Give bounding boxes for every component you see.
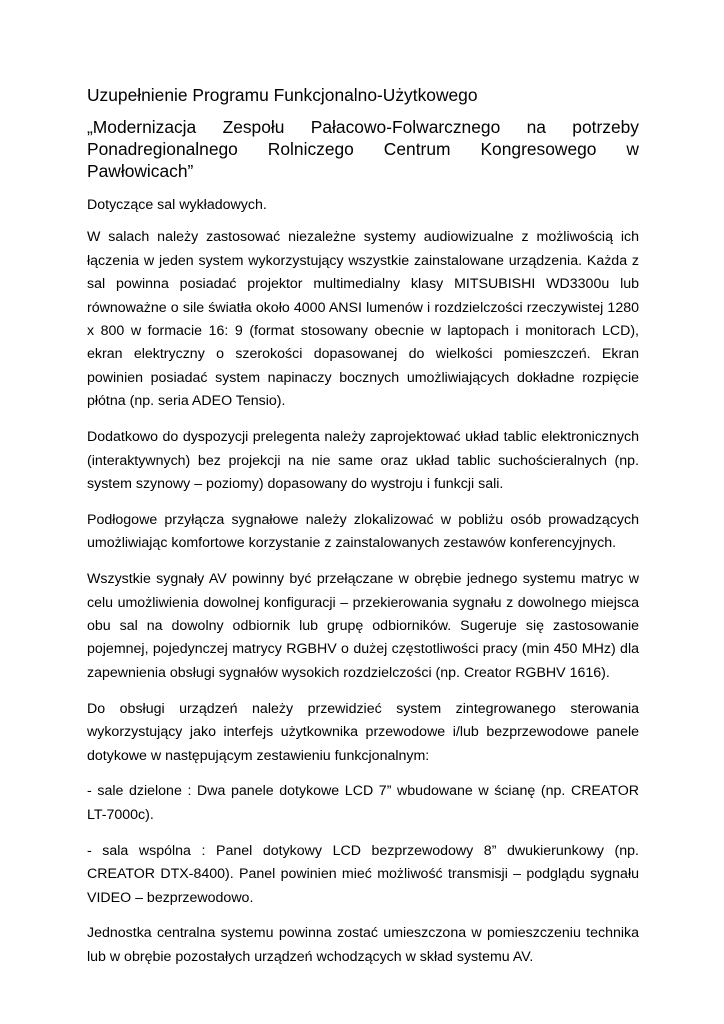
paragraph-control-system: Do obsługi urządzeń należy przewidzieć system zintegrowanego sterowania wykorzystujący jako interfejs użytkownika przewodowe i/lub bezprzewodowe panele dotykowe w następującym zestawieniu funkcjonalnym: [87,700,639,764]
paragraph-av-systems: W salach należy zastosować niezależne systemy audiowizualne z możliwością ich łączenia w jeden system wykorzystujący wszystkie zainstalowane urządzenia. Każda z sal powinna posiadać projektor multimedialny klasy MITSUBISHI WD3300u lub równoważne o sile światła około 4000 ANSI lumenów i rozdzielczości rzeczywistej 1280 x 800 w formacie 16: 9 (format stosowany obecnie w laptopach i monitorach LCD), ekran elektryczny o szerokości dopasowanej do wielkości pomieszczeń. Ekran powinien posiadać system napinaczy bocznych umożliwiających dokładne rozpięcie płótna (np. seria ADEO Tensio). [87,229,639,410]
document-title [87,116,639,182]
paragraph-signal-matrix: Wszystkie sygnały AV powinny być przełączane w obrębie jednego systemu matryc w celu umożliwienia dowolnej konfiguracji – przekierowania sygnału z dowolnego miejsca obu sal na dowolny odbiornik lub grupę odbiorników. Sugeruje się zastosowanie pojemnej, pojedynczej matrycy RGBHV o dużej częstotliwości pracy (min 450 MHz) dla zapewnienia obsługi sygnałów wysokich rozdzielczości (np. Creator RGBHV 1616). [87,571,639,681]
intro-text: Dotyczące sal wykładowych. [87,197,267,213]
paragraph-central-unit: Jednostka centralna systemu powinna zostać umieszczona w pomieszczeniu technika lub w obrębie pozostałych urządzeń wchodzących w skład systemu AV. [87,925,639,965]
document-title-line-2: Ponadregionalnego Rolniczego Centrum Kongresowego w Pawłowicach” [87,139,639,181]
paragraph-common-room: - sala wspólna : Panel dotykowy LCD bezprzewodowy 8” dwukierunkowy (np. CREATOR DTX-8400). Panel powinien mieć możliwość transmisji – podglądu sygnału VIDEO – bezprzewodowo. [87,842,639,906]
paragraph-floor-connectors: Podłogowe przyłącza sygnałowe należy zlokalizować w pobliżu osób prowadzących umożliwiając komfortowe korzystanie z zainstalowanych zestawów konferencyjnych. [87,511,639,552]
document-page [87,84,639,982]
paragraph-boards: Dodatkowo do dyspozycji prelegenta należy zaprojektować układ tablic elektronicznych (interaktywnych) bez projekcji na nie same oraz układ tablic suchościeralnych (np. system szynowy – poziomy) dopasowany do wystroju i funkcji sali. [87,429,639,492]
paragraph-divided-rooms: - sale dzielone : Dwa panele dotykowe LCD 7” wbudowane w ścianę (np. CREATOR LT-7000c). [87,783,639,823]
document-heading: Uzupełnienie Programu Funkcjonalno-Użytkowego [87,85,478,105]
document-title-line-1: „Modernizacja Zespołu Pałacowo-Folwarcznego na potrzeby [87,117,639,137]
